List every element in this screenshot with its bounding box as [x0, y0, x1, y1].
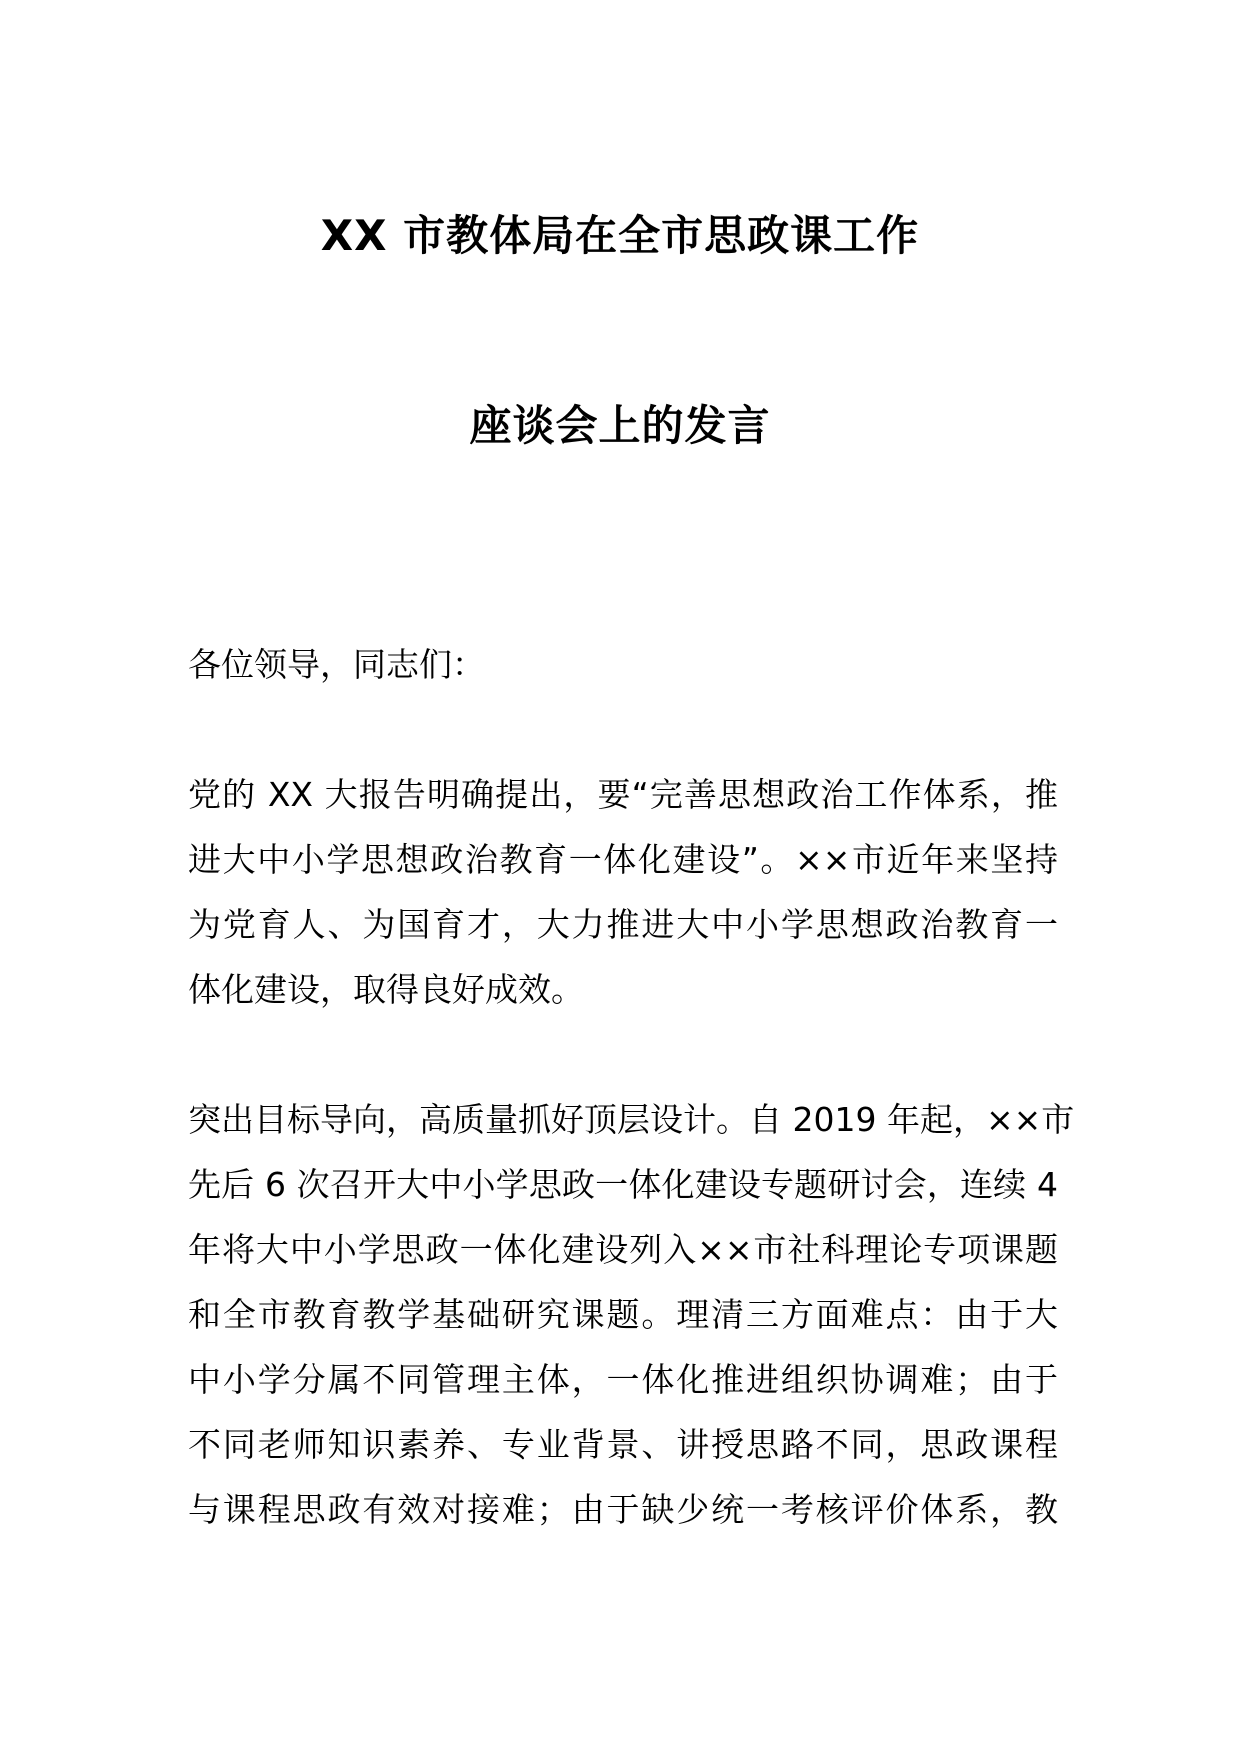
- paragraph-1-line: 体化建设，取得良好成效。: [188, 970, 584, 1009]
- paragraph-2-line: 和全市教育教学基础研究课题。理清三方面难点：由于大: [188, 1295, 1058, 1334]
- document-title-line-2: 座谈会上的发言: [469, 401, 771, 450]
- paragraph-2-line: 与课程思政有效对接难；由于缺少统一考核评价体系，教: [188, 1490, 1058, 1529]
- document-title-line-1: XX 市教体局在全市思政课工作: [320, 211, 920, 260]
- paragraph-2-line: 中小学分属不同管理主体，一体化推进组织协调难；由于: [188, 1360, 1058, 1399]
- paragraph-1-line: 为党育人、为国育才，大力推进大中小学思想政治教育一: [188, 905, 1058, 944]
- paragraph-1-line: 进大中小学思想政治教育一体化建设”。××市近年来坚持: [188, 840, 1058, 879]
- paragraph-1-line: 党的 XX 大报告明确提出，要“完善思想政治工作体系，推: [188, 775, 1058, 814]
- paragraph-2-line: 年将大中小学思政一体化建设列入××市社科理论专项课题: [188, 1230, 1058, 1269]
- paragraph-2-line: 不同老师知识素养、专业背景、讲授思路不同，思政课程: [188, 1425, 1058, 1464]
- salutation: 各位领导，同志们：: [188, 645, 485, 684]
- paragraph-2-line: 突出目标导向，高质量抓好顶层设计。自 2019 年起，××市: [188, 1100, 1075, 1139]
- paragraph-2-line: 先后 6 次召开大中小学思政一体化建设专题研讨会，连续 4: [188, 1165, 1058, 1204]
